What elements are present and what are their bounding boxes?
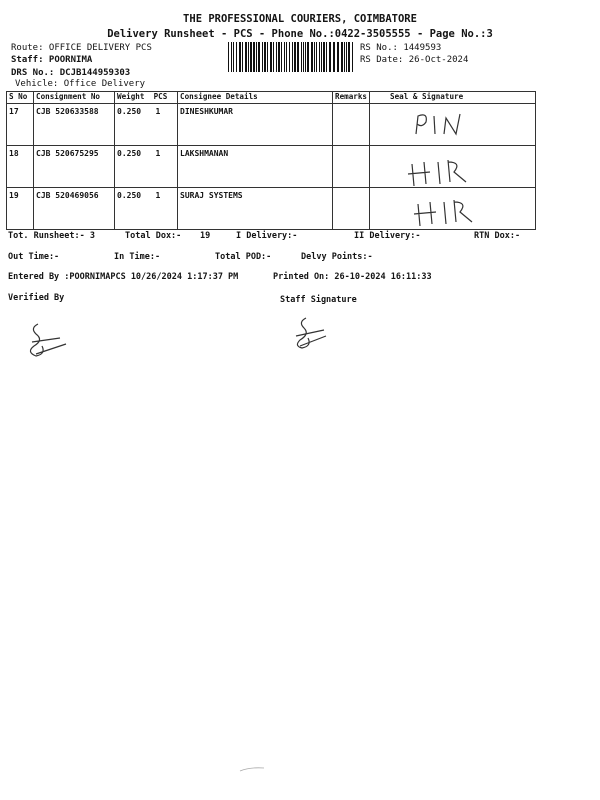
col-header-weight: Weight [117, 92, 145, 101]
ii-delivery: II Delivery:- [354, 231, 421, 241]
staff-signature-label: Staff Signature [280, 295, 357, 305]
row-sno: 17 [7, 104, 34, 146]
rs-number: RS No.: 1449593 [360, 43, 442, 53]
row-consignee: DINESHKUMAR [178, 104, 333, 146]
route-label: Route: OFFICE DELIVERY PCS [11, 43, 152, 53]
col-header-seal-signature: Seal & Signature [370, 92, 536, 104]
total-dox-label: Total Dox:- [125, 231, 182, 241]
printed-on: Printed On: 26-10-2024 16:11:33 [273, 272, 432, 282]
row-remarks [333, 104, 370, 146]
drs-number: DRS No.: DCJB144959303 [11, 68, 131, 78]
row-sno: 19 [7, 188, 34, 230]
col-header-consignment: Consignment No [34, 92, 115, 104]
barcode-image [228, 42, 354, 72]
in-time: In Time:- [114, 252, 161, 262]
runsheet-subtitle: Delivery Runsheet - PCS - Phone No.:0422-3505555 - Page No.:3 [107, 28, 493, 40]
company-title: THE PROFESSIONAL COURIERS, COIMBATORE [183, 13, 417, 25]
row-consignee: LAKSHMANAN [178, 146, 333, 188]
i-delivery: I Delivery:- [236, 231, 298, 241]
col-header-weight-pcs [115, 92, 178, 104]
verified-by-label: Verified By [8, 293, 65, 303]
col-header-sno: S No [7, 92, 34, 104]
row-sno: 18 [7, 146, 34, 188]
row-remarks [333, 146, 370, 188]
row-weight-pcs: 0.250 1 [115, 188, 178, 230]
row-remarks [333, 188, 370, 230]
tot-runsheet: Tot. Runsheet:- 3 [8, 231, 95, 241]
staff-label: Staff: POORNIMA [11, 55, 93, 65]
total-dox-value: 19 [200, 231, 211, 241]
vehicle-label: Vehicle: Office Delivery [15, 79, 146, 89]
row-consignment: CJB 520469056 [34, 188, 115, 230]
stray-mark [238, 763, 268, 775]
row-consignment: CJB 520675295 [34, 146, 115, 188]
rs-date: RS Date: 26-Oct-2024 [360, 55, 469, 65]
rtn-dox: RTN Dox:- [474, 231, 521, 241]
out-time: Out Time:- [8, 252, 60, 262]
row-weight-pcs: 0.250 1 [115, 146, 178, 188]
total-pod: Total POD:- [215, 252, 272, 262]
table-header-row [7, 92, 536, 104]
entered-by: Entered By :POORNIMAPCS 10/26/2024 1:17:37 PM [8, 272, 239, 282]
delvy-points: Delvy Points:- [301, 252, 373, 262]
signature-row-17 [408, 104, 478, 144]
signature-row-18 [404, 152, 484, 192]
signature-row-19 [410, 192, 490, 232]
staff-signature-mark [290, 314, 340, 354]
col-header-pcs: PCS [153, 92, 168, 101]
col-header-consignee: Consignee Details [178, 92, 333, 104]
row-consignee: SURAJ SYSTEMS [178, 188, 333, 230]
row-consignment: CJB 520633588 [34, 104, 115, 146]
row-weight-pcs: 0.250 1 [115, 104, 178, 146]
col-header-remarks: Remarks [333, 92, 370, 104]
verified-by-signature [22, 318, 82, 363]
